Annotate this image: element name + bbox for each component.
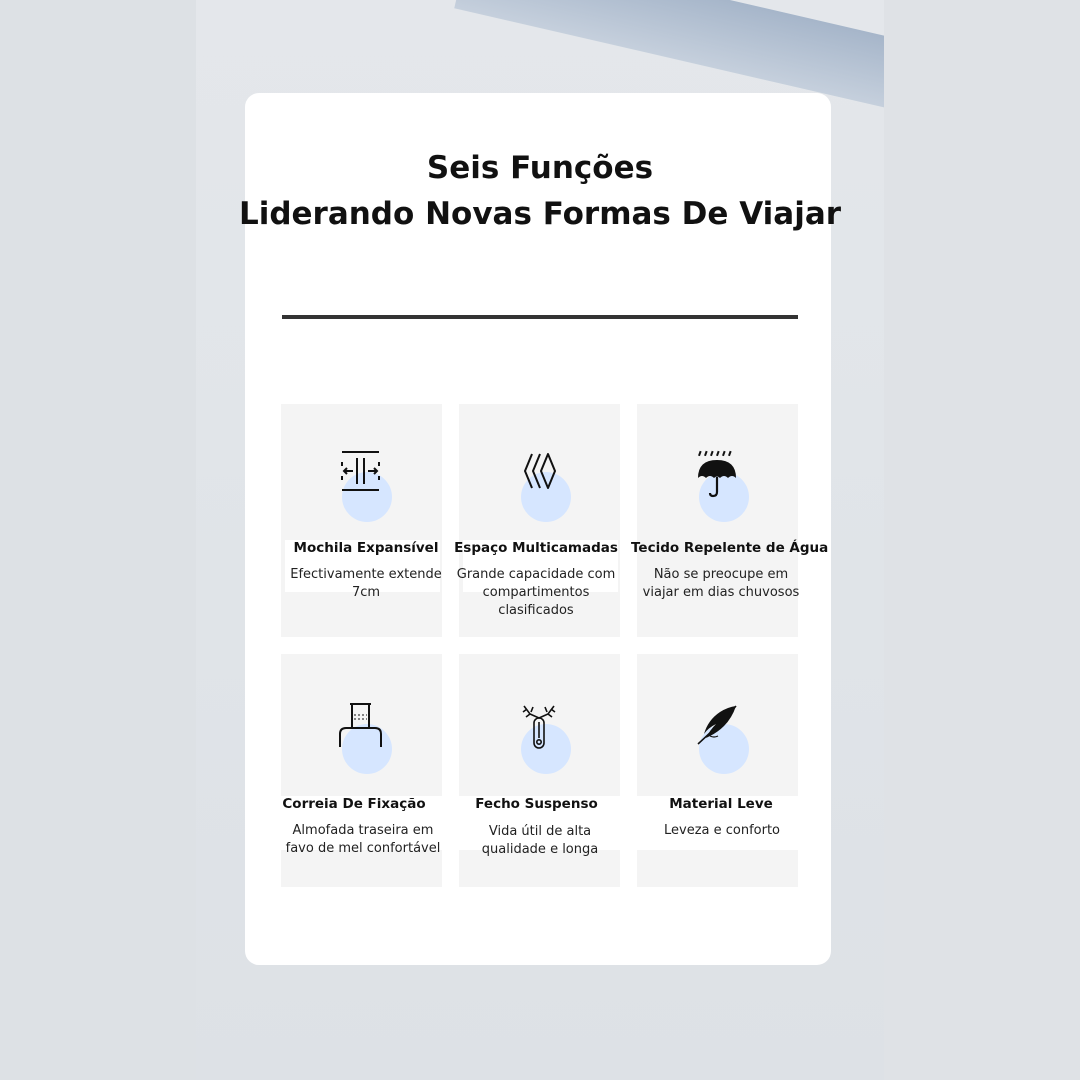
divider [282, 315, 798, 319]
feature-icon-strap [331, 700, 391, 766]
feature-description: Não se preocupe em viajar em dias chuvosos [642, 567, 800, 600]
feature-label: Espaço Multicamadas [454, 540, 618, 556]
layers-icon [510, 448, 570, 514]
feature-icon-expandable [331, 448, 391, 514]
title-line-2: Liderando Novas Formas De Viajar [238, 196, 842, 232]
feature-description: Vida útil de alta qualidade e longa [481, 824, 599, 857]
umbrella-icon [688, 448, 748, 514]
feature-icon-water-repellent [688, 448, 748, 514]
zipper-icon [510, 700, 570, 766]
feature-description: Leveza e conforto [663, 823, 781, 838]
feature-label: Material Leve [669, 796, 773, 812]
feature-description: Almofada traseira em favo de mel confortável [285, 823, 441, 856]
feature-description: Grande capacidade com compartimentos clasificados [456, 567, 616, 618]
title-line-1: Seis Funções [426, 150, 654, 186]
feature-icon-zipper [510, 700, 570, 766]
feature-icon-multilayer [510, 448, 570, 514]
feature-icon-lightweight [688, 700, 748, 766]
feature-label: Correia De Fixação [282, 796, 426, 812]
feather-icon [688, 700, 748, 766]
luggage-strap-icon [331, 700, 391, 766]
feature-label: Fecho Suspenso [475, 796, 598, 812]
feature-label: Tecido Repelente de Água [631, 540, 829, 556]
expand-icon [331, 448, 391, 514]
feature-description: Efectivamente extende 7cm [290, 567, 442, 600]
feature-label: Mochila Expansível [293, 540, 439, 556]
page-title [0, 145, 1080, 237]
